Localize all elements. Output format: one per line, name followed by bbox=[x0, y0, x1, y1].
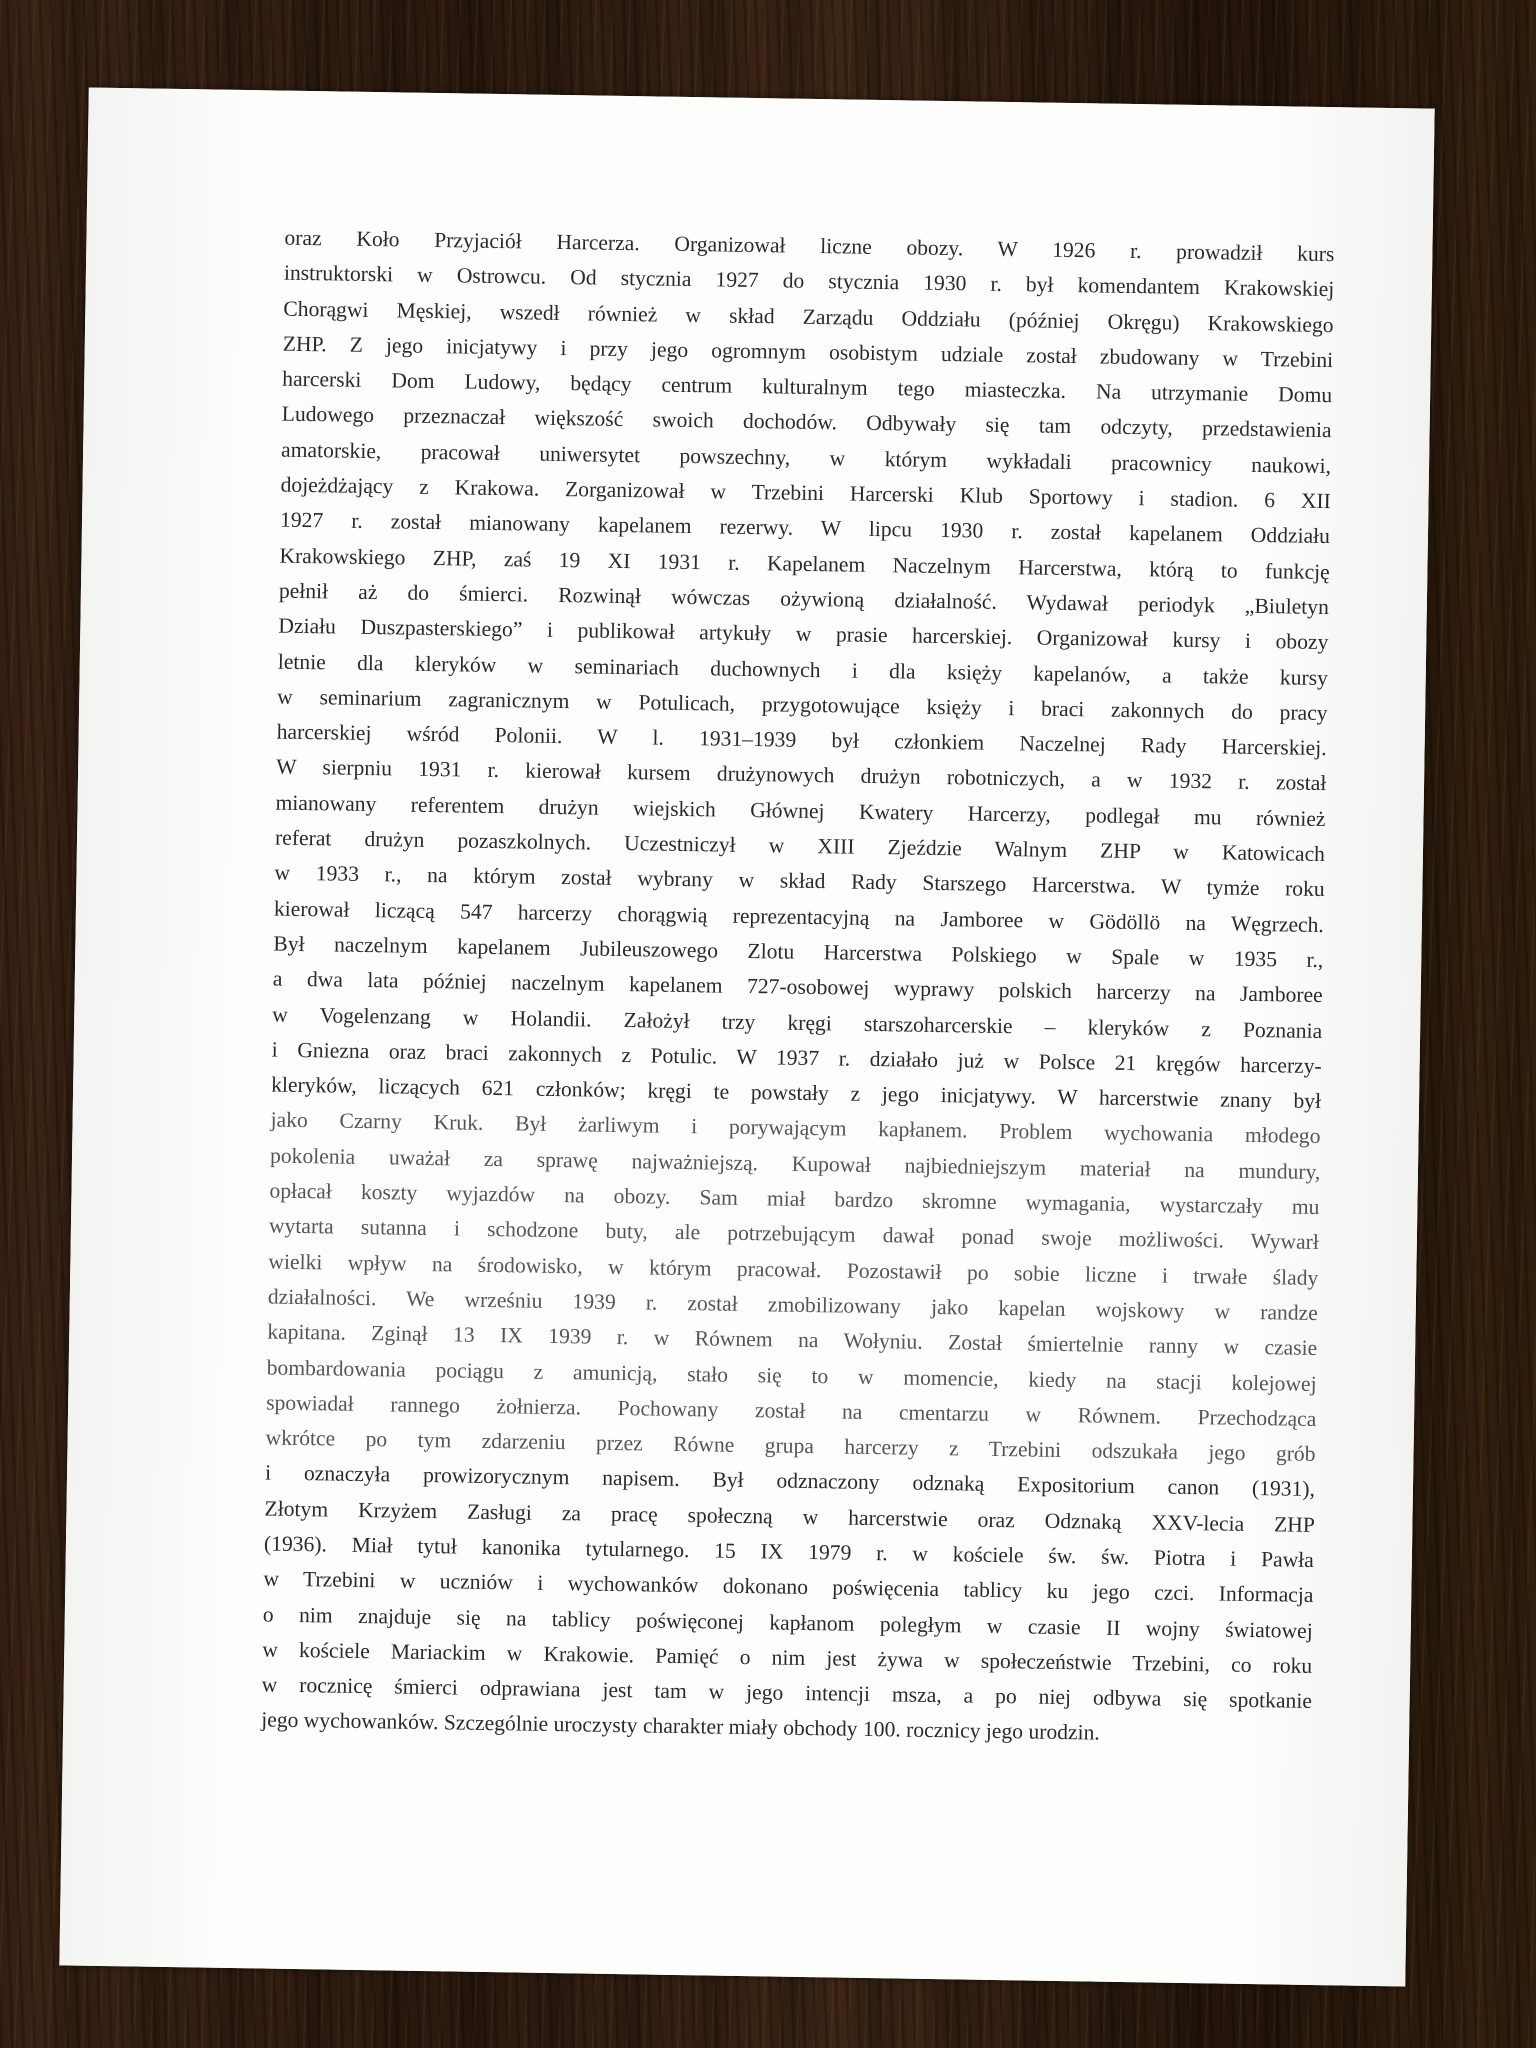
text-line: Złotym Krzyżem Zasługi za pracę społeczną w harcerstwie oraz Odznaką XXV-lecia ZHP bbox=[264, 1496, 1316, 1537]
text-line: wkrótce po tym zdarzeniu przez Równe grupa harcerzy z Trzebini odszukała jego grób bbox=[265, 1425, 1316, 1467]
text-line: kierował liczącą 547 harcerzy chorągwią reprezentacyjną na Jamboree w Gödöllö na Węgrzech. bbox=[273, 896, 1325, 937]
text-line: a dwa lata później naczelnym kapelanem 727-osobowej wyprawy polskich harcerzy na Jamboree bbox=[272, 966, 1323, 1008]
text-line: 1927 r. został mianowany kapelanem rezerwy. W lipcu 1930 r. został kapelanem Oddziału bbox=[279, 507, 1331, 549]
text-line: jako Czarny Kruk. Był żarliwym i porywającym kapłanem. Problem wychowania młodego bbox=[270, 1107, 1321, 1149]
text-line: w Trzebini w uczniów i wychowanków dokonano poświęcenia tablicy ku jego czci. Informacja bbox=[263, 1566, 1314, 1608]
text-line: wytarta sutanna i schodzone buty, ale potrzebującym dawał ponad swoje możliwości. Wywarł bbox=[268, 1213, 1320, 1255]
text-line: w 1933 r., na którym został wybrany w skład Rady Starszego Harcerstwa. W tymże roku bbox=[274, 860, 1325, 902]
text-line: opłacał koszty wyjazdów na obozy. Sam miał bardzo skromne wymagania, wystarczały mu bbox=[269, 1178, 1320, 1220]
text-line: ZHP. Z jego inicjatywy i przy jego ogromnym osobistym udziale został zbudowany w Trzebini bbox=[282, 331, 1334, 373]
text-line: i Gniezna oraz braci zakonnych z Potulic. W 1937 r. działało już w Polsce 21 kręgów harcerzy- bbox=[271, 1037, 1322, 1078]
text-line: i oznaczyła prowizorycznym napisem. Był odznaczony odznaką Expositorium canon (1931), bbox=[264, 1460, 1316, 1502]
text-line: amatorskie, pracował uniwersytet powszechny, w którym wykładali pracownicy naukowi, bbox=[280, 437, 1332, 478]
text-line: Krakowskiego ZHP, zaś 19 XI 1931 r. Kapelanem Naczelnym Harcerstwa, którą to funkcję bbox=[279, 543, 1330, 584]
text-line: referat drużyn pozaszkolnych. Uczestniczył w XIII Zjeździe Walnym ZHP w Katowicach bbox=[274, 825, 1326, 867]
text-line: dojeżdżający z Krakowa. Zorganizował w Trzebini Harcerski Klub Sportowy i stadion. 6 XII bbox=[280, 472, 1332, 514]
text-line: harcerski Dom Ludowy, będący centrum kulturalnym tego miasteczka. Na utrzymanie Domu bbox=[282, 366, 1333, 408]
text-line: (1936). Miał tytuł kanonika tytularnego. 15 IX 1979 r. w kościele św. św. Piotra i Pawła bbox=[263, 1531, 1315, 1572]
text-line: harcerskiej wśród Polonii. W l. 1931–1939 był członkiem Naczelnej Rady Harcerskiej. bbox=[276, 719, 1327, 761]
text-line: Działu Duszpasterskiego” i publikował artykuły w prasie harcerskiej. Organizował kursy i obozy bbox=[278, 613, 1329, 655]
text-line: spowiadał rannego żołnierza. Pochowany został na cmentarzu w Równem. Przechodząca bbox=[266, 1390, 1317, 1431]
text-line: w kościele Mariackim w Krakowie. Pamięć o nim jest żywa w społeczeństwie Trzebini, co roku bbox=[262, 1637, 1313, 1678]
paper-sheet bbox=[59, 88, 1434, 1987]
text-line: o nim znajduje się na tablicy poświęconej kapłanom poległym w czasie II wojny światowej bbox=[262, 1602, 1313, 1643]
text-line: kapitana. Zginął 13 IX 1939 r. w Równem na Wołyniu. Został śmiertelnie ranny w czasie bbox=[267, 1319, 1318, 1361]
text-line: jego wychowanków. Szczególnie uroczysty charakter miały obchody 100. rocznicy jego urodzin. bbox=[261, 1707, 1100, 1746]
text-line: letnie dla kleryków w seminariach duchownych i dla księży kapelanów, a także kursy bbox=[277, 649, 1329, 690]
text-line: wielki wpływ na środowisko, w którym pracował. Pozostawił po sobie liczne i trwałe ślady bbox=[268, 1249, 1319, 1290]
text-line: pełnił aż do śmierci. Rozwinął wówczas ożywioną działalność. Wydawał periodyk „Biuletyn bbox=[278, 578, 1330, 620]
text-line: Ludowego przeznaczał większość swoich dochodów. Odbywały się tam odczyty, przedstawienia bbox=[281, 402, 1332, 443]
text-line: działalności. We wrześniu 1939 r. został zmobilizowany jako kapelan wojskowy w randze bbox=[267, 1284, 1318, 1325]
text-line: Chorągwi Męskiej, wszedł również w skład Zarządu Oddziału (później Okręgu) Krakowskiego bbox=[283, 296, 1334, 337]
text-line: w Vogelenzang w Holandii. Założył trzy kręgi starszoharcerskie – kleryków z Poznania bbox=[272, 1002, 1323, 1043]
text-line: pokolenia uważał za sprawę najważniejszą. Kupował najbiedniejszym materiał na mundury, bbox=[269, 1143, 1321, 1184]
text-line: w rocznicę śmierci odprawiana jest tam w jego intencji msza, a po niej odbywa się spotkanie bbox=[261, 1672, 1313, 1714]
text-line: Był naczelnym kapelanem Jubileuszowego Zlotu Harcerstwa Polskiego w Spale w 1935 r., bbox=[273, 931, 1324, 972]
text-line: bombardowania pociągu z amunicją, stało się to w momencie, kiedy na stacji kolejowej bbox=[266, 1354, 1317, 1396]
text-line: kleryków, liczących 621 członków; kręgi te powstały z jego inicjatywy. W harcerstwie znany był bbox=[271, 1072, 1322, 1114]
text-line: oraz Koło Przyjaciół Harcerza. Organizował liczne obozy. W 1926 r. prowadził kurs bbox=[284, 225, 1335, 267]
text-line: w seminarium zagranicznym w Potulicach, przygotowujące księży i braci zakonnych do pracy bbox=[277, 684, 1328, 725]
body-text bbox=[261, 221, 1335, 1755]
text-line: W sierpniu 1931 r. kierował kursem drużynowych drużyn robotniczych, a w 1932 r. został bbox=[275, 755, 1327, 796]
text-line: mianowany referentem drużyn wiejskich Głównej Kwatery Harcerzy, podlegał mu również bbox=[275, 790, 1326, 831]
text-line: instruktorski w Ostrowcu. Od stycznia 1927 do stycznia 1930 r. był komendantem Krakowskiej bbox=[283, 260, 1335, 302]
